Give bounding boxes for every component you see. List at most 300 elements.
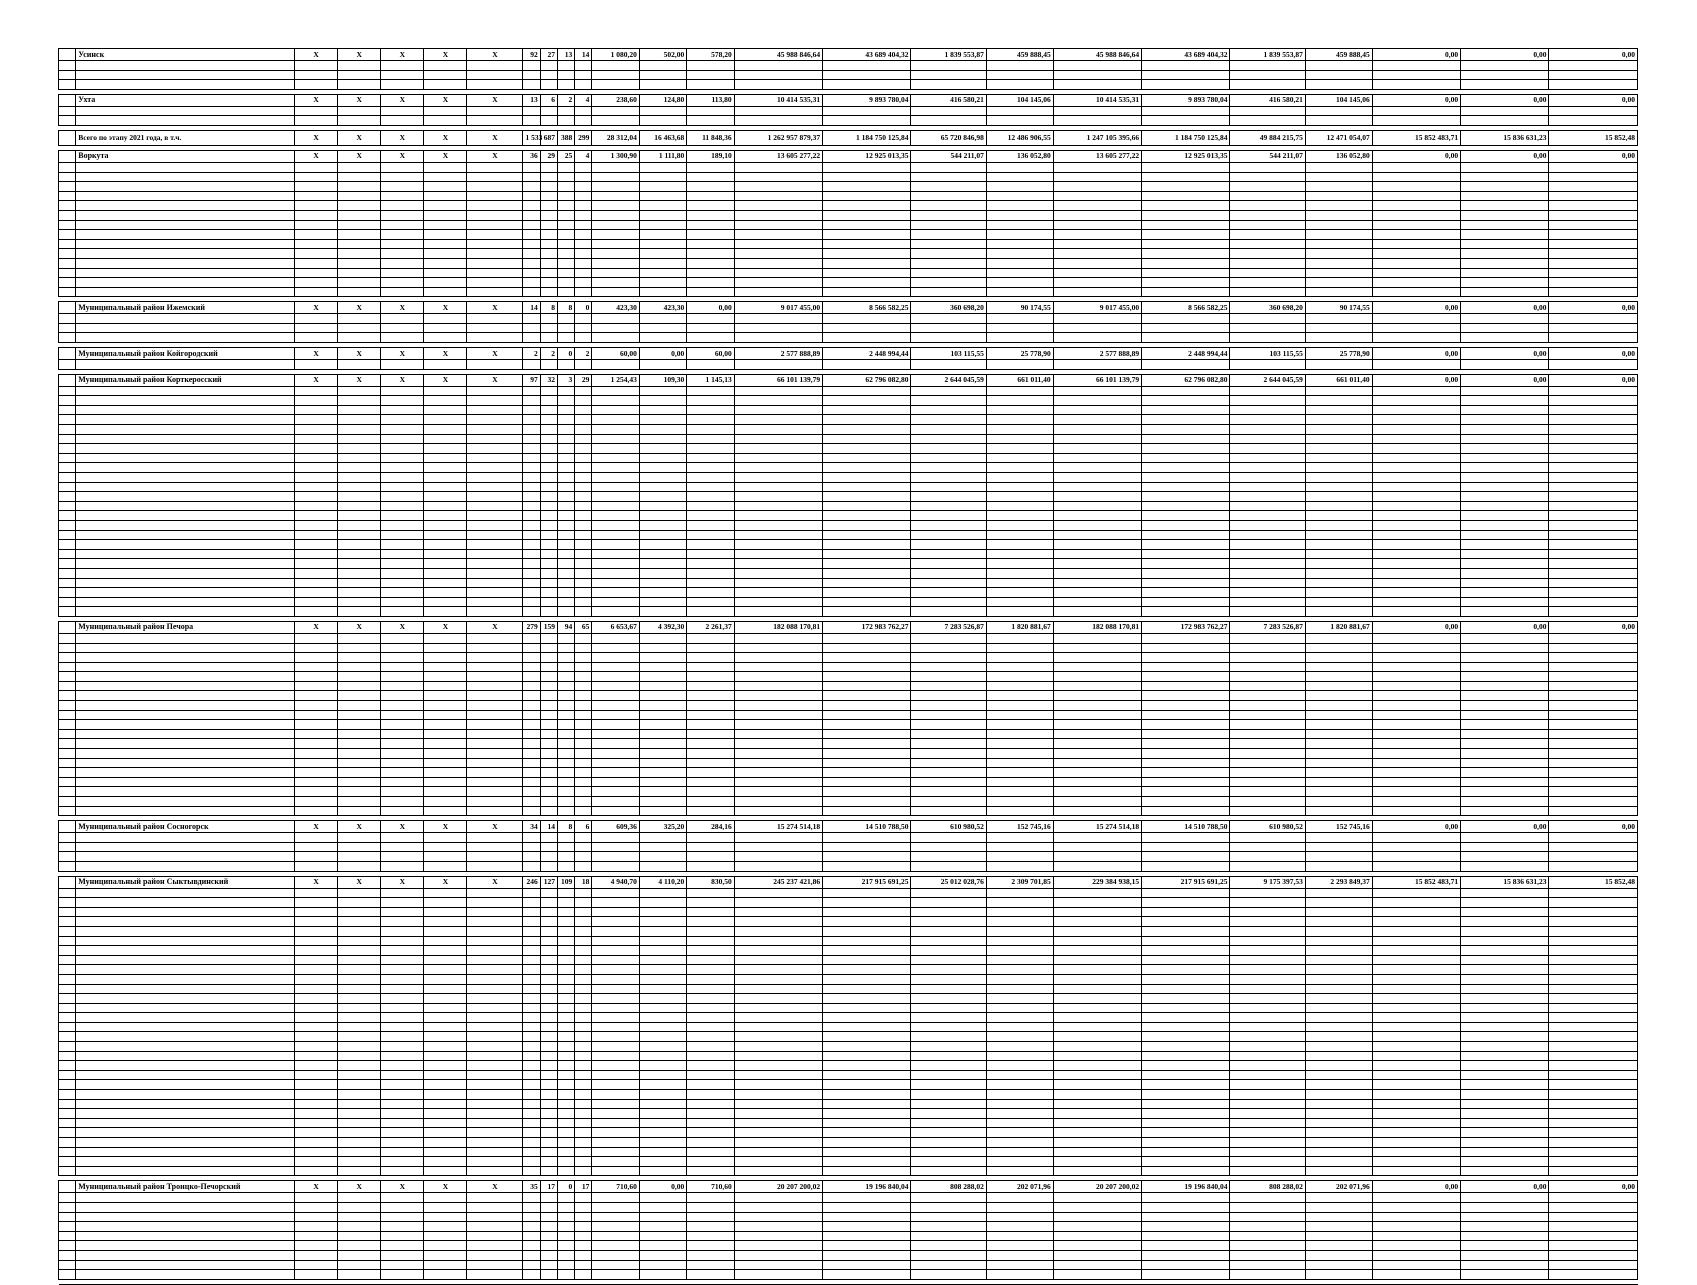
table-cell — [911, 888, 986, 898]
table-cell — [540, 333, 557, 343]
table-cell — [540, 1013, 557, 1023]
table-cell — [76, 386, 295, 396]
table-cell — [1053, 559, 1141, 569]
table-cell — [1549, 1118, 1638, 1128]
table-cell — [911, 405, 986, 415]
table-cell — [1142, 984, 1230, 994]
table-cell — [575, 1222, 592, 1232]
table-cell — [687, 1128, 734, 1138]
sum-cell: 7 283 526,87 — [911, 621, 986, 633]
table-cell — [1305, 597, 1372, 607]
count-cell: 2 — [523, 348, 540, 360]
table-cell — [1230, 239, 1305, 249]
table-cell — [639, 116, 686, 126]
table-cell — [1461, 994, 1549, 1004]
table-cell — [1142, 268, 1230, 278]
table-cell — [911, 172, 986, 182]
table-cell — [338, 1202, 381, 1212]
table-cell — [1372, 984, 1460, 994]
table-cell — [687, 1090, 734, 1100]
table-cell — [575, 1061, 592, 1071]
table-cell — [467, 323, 523, 333]
table-cell — [424, 70, 467, 80]
table-cell — [523, 559, 540, 569]
table-cell — [338, 588, 381, 598]
table-cell — [687, 1166, 734, 1176]
table-cell — [639, 729, 686, 739]
table-cell — [1549, 852, 1638, 862]
sum-cell: 20 207 200,02 — [734, 1181, 822, 1193]
table-cell — [295, 653, 338, 663]
table-cell — [639, 405, 686, 415]
table-cell — [1372, 415, 1460, 425]
table-cell — [1372, 396, 1460, 406]
table-cell — [424, 61, 467, 71]
table-cell — [734, 61, 822, 71]
table-cell — [1461, 70, 1549, 80]
table-cell — [338, 1147, 381, 1157]
table-cell — [592, 210, 639, 220]
table-cell — [734, 1042, 822, 1052]
table-cell — [1053, 425, 1141, 435]
table-cell — [1461, 681, 1549, 691]
table-cell — [687, 520, 734, 530]
table-cell — [1053, 1260, 1141, 1270]
table-cell — [687, 1231, 734, 1241]
table-row — [59, 1013, 1638, 1023]
table-cell — [639, 777, 686, 787]
table-cell — [59, 607, 76, 617]
table-cell — [823, 1147, 911, 1157]
table-cell — [1549, 116, 1638, 126]
table-cell — [467, 1003, 523, 1013]
table-cell — [1549, 210, 1638, 220]
table-cell — [1142, 672, 1230, 682]
table-cell — [59, 425, 76, 435]
table-cell — [59, 729, 76, 739]
sum-cell: 43 689 404,32 — [823, 49, 911, 61]
table-cell — [986, 1109, 1053, 1119]
table-cell — [295, 1212, 338, 1222]
table-cell — [986, 907, 1053, 917]
table-cell — [540, 116, 557, 126]
table-cell — [76, 1022, 295, 1032]
table-cell — [59, 220, 76, 230]
table-cell — [734, 955, 822, 965]
table-cell — [338, 268, 381, 278]
table-cell — [381, 701, 424, 711]
table-cell — [592, 1157, 639, 1167]
table-cell — [1305, 749, 1372, 759]
table-cell — [687, 258, 734, 268]
table-cell — [986, 1270, 1053, 1280]
table-cell — [59, 1070, 76, 1080]
table-cell — [911, 415, 986, 425]
table-cell — [1372, 220, 1460, 230]
table-cell — [575, 239, 592, 249]
marker-cell: X — [381, 348, 424, 360]
table-cell — [76, 578, 295, 588]
table-cell — [1461, 473, 1549, 483]
table-cell — [911, 520, 986, 530]
table-cell — [1230, 691, 1305, 701]
table-cell — [467, 549, 523, 559]
table-cell — [1461, 1118, 1549, 1128]
table-cell — [467, 842, 523, 852]
table-cell — [1053, 691, 1141, 701]
table-cell — [1053, 162, 1141, 172]
table-cell — [1549, 1051, 1638, 1061]
table-cell — [575, 172, 592, 182]
count-cell: 14 — [523, 302, 540, 314]
table-cell — [1305, 926, 1372, 936]
table-cell — [1053, 739, 1141, 749]
table-cell — [381, 1157, 424, 1167]
table-cell — [540, 787, 557, 797]
table-cell — [381, 710, 424, 720]
table-cell — [734, 172, 822, 182]
table-cell — [1461, 974, 1549, 984]
table-cell — [639, 888, 686, 898]
table-cell — [575, 268, 592, 278]
table-cell — [734, 691, 822, 701]
table-cell — [1372, 1022, 1460, 1032]
table-cell — [295, 287, 338, 297]
table-cell — [424, 1080, 467, 1090]
table-cell — [467, 520, 523, 530]
table-cell — [1053, 1013, 1141, 1023]
table-cell — [467, 172, 523, 182]
table-cell — [59, 258, 76, 268]
table-cell — [986, 1080, 1053, 1090]
table-cell — [381, 106, 424, 116]
table-cell — [1230, 768, 1305, 778]
table-cell — [1305, 333, 1372, 343]
table-cell — [424, 268, 467, 278]
table-cell — [734, 806, 822, 816]
table-cell — [540, 258, 557, 268]
table-cell — [1549, 768, 1638, 778]
table-cell — [639, 162, 686, 172]
table-cell — [1461, 314, 1549, 324]
table-cell — [76, 201, 295, 211]
count-cell: 27 — [540, 49, 557, 61]
table-cell — [592, 1080, 639, 1090]
table-cell — [1230, 653, 1305, 663]
table-cell — [59, 749, 76, 759]
table-cell — [1053, 444, 1141, 454]
table-cell — [592, 396, 639, 406]
table-cell — [1305, 974, 1372, 984]
table-cell — [911, 1013, 986, 1023]
table-cell — [911, 360, 986, 370]
table-cell — [338, 1099, 381, 1109]
table-cell — [1461, 643, 1549, 653]
table-cell — [557, 787, 574, 797]
table-cell — [575, 287, 592, 297]
table-cell — [381, 278, 424, 288]
table-cell — [575, 61, 592, 71]
table-cell — [295, 1051, 338, 1061]
table-cell — [687, 1013, 734, 1023]
row-number-cell — [59, 821, 76, 833]
table-cell — [338, 1157, 381, 1167]
table-cell — [59, 191, 76, 201]
table-cell — [1230, 463, 1305, 473]
extra-cell: 0,00 — [1549, 621, 1638, 633]
table-cell — [338, 1109, 381, 1119]
table-cell — [639, 511, 686, 521]
count-cell: 2 — [557, 94, 574, 106]
table-cell — [1372, 926, 1460, 936]
table-cell — [1461, 386, 1549, 396]
table-cell — [338, 710, 381, 720]
table-cell — [1461, 1202, 1549, 1212]
table-cell — [1461, 210, 1549, 220]
table-cell — [76, 729, 295, 739]
table-cell — [823, 597, 911, 607]
spacer-cell — [59, 1279, 76, 1284]
table-cell — [1305, 230, 1372, 240]
table-cell — [1305, 172, 1372, 182]
area-cell: 1 111,80 — [639, 150, 686, 162]
table-row — [59, 333, 1638, 343]
table-row — [59, 61, 1638, 71]
table-cell — [986, 201, 1053, 211]
table-cell — [295, 1099, 338, 1109]
extra-cell: 0,00 — [1461, 621, 1549, 633]
table-cell — [557, 852, 574, 862]
table-cell — [911, 777, 986, 787]
table-cell — [540, 249, 557, 259]
table-cell — [295, 1222, 338, 1232]
table-cell — [76, 643, 295, 653]
table-cell — [639, 559, 686, 569]
table-cell — [911, 965, 986, 975]
table-cell — [1549, 1128, 1638, 1138]
table-cell — [557, 643, 574, 653]
table-cell — [338, 1032, 381, 1042]
extra-cell: 0,00 — [1461, 150, 1549, 162]
table-cell — [557, 720, 574, 730]
table-cell — [424, 1157, 467, 1167]
table-body — [59, 49, 1638, 1285]
table-cell — [1053, 540, 1141, 550]
table-cell — [734, 1212, 822, 1222]
table-cell — [76, 739, 295, 749]
table-cell — [76, 662, 295, 672]
table-cell — [1053, 172, 1141, 182]
table-cell — [295, 520, 338, 530]
table-row — [59, 861, 1638, 871]
table-cell — [734, 1013, 822, 1023]
table-cell — [467, 1128, 523, 1138]
table-cell — [639, 607, 686, 617]
table-cell — [986, 415, 1053, 425]
table-cell — [592, 1241, 639, 1251]
table-cell — [986, 955, 1053, 965]
table-cell — [76, 249, 295, 259]
table-row — [59, 643, 1638, 653]
table-cell — [592, 578, 639, 588]
table-cell — [1305, 917, 1372, 927]
table-cell — [1549, 1202, 1638, 1212]
table-cell — [1053, 1147, 1141, 1157]
table-cell — [424, 842, 467, 852]
table-cell — [1372, 633, 1460, 643]
sum-cell: 808 288,02 — [911, 1181, 986, 1193]
table-cell — [1305, 1013, 1372, 1023]
count-cell: 65 — [575, 621, 592, 633]
table-cell — [734, 1061, 822, 1071]
sum-cell: 2 644 045,59 — [1230, 374, 1305, 386]
table-cell — [575, 1032, 592, 1042]
table-cell — [1230, 182, 1305, 192]
table-cell — [734, 415, 822, 425]
table-cell — [424, 946, 467, 956]
table-cell — [338, 691, 381, 701]
table-cell — [1461, 1222, 1549, 1232]
table-cell — [76, 239, 295, 249]
table-row — [59, 540, 1638, 550]
table-cell — [467, 1202, 523, 1212]
table-cell — [1142, 116, 1230, 126]
table-cell — [592, 1138, 639, 1148]
table-cell — [1461, 588, 1549, 598]
table-cell — [424, 1241, 467, 1251]
table-cell — [1372, 643, 1460, 653]
section-title: Муниципальный район Сыктывдинский — [76, 876, 295, 888]
table-row — [59, 681, 1638, 691]
table-cell — [1305, 473, 1372, 483]
table-cell — [1305, 278, 1372, 288]
table-cell — [523, 463, 540, 473]
table-cell — [295, 1128, 338, 1138]
table-cell — [823, 861, 911, 871]
sum-cell: 9 017 455,00 — [734, 302, 822, 314]
table-cell — [338, 1128, 381, 1138]
table-cell — [540, 549, 557, 559]
sum-cell: 2 293 849,37 — [1305, 876, 1372, 888]
table-cell — [540, 1128, 557, 1138]
table-cell — [592, 607, 639, 617]
table-cell — [557, 777, 574, 787]
table-cell — [424, 1212, 467, 1222]
table-cell — [381, 965, 424, 975]
sum-cell: 19 196 840,04 — [823, 1181, 911, 1193]
table-row — [59, 80, 1638, 90]
table-cell — [424, 182, 467, 192]
table-cell — [986, 842, 1053, 852]
table-cell — [338, 955, 381, 965]
table-cell — [1549, 106, 1638, 116]
table-cell — [575, 1166, 592, 1176]
table-cell — [575, 1080, 592, 1090]
area-cell: 423,30 — [592, 302, 639, 314]
table-cell — [592, 559, 639, 569]
table-cell — [523, 1241, 540, 1251]
table-cell — [523, 230, 540, 240]
table-cell — [467, 720, 523, 730]
count-cell: 92 — [523, 49, 540, 61]
table-cell — [424, 984, 467, 994]
table-cell — [557, 888, 574, 898]
table-cell — [557, 511, 574, 521]
table-cell — [557, 588, 574, 598]
table-cell — [557, 1080, 574, 1090]
table-cell — [59, 994, 76, 1004]
table-cell — [1372, 473, 1460, 483]
table-cell — [592, 701, 639, 711]
table-cell — [823, 1118, 911, 1128]
table-cell — [381, 681, 424, 691]
table-cell — [823, 70, 911, 80]
table-cell — [575, 1090, 592, 1100]
table-cell — [76, 1061, 295, 1071]
table-cell — [823, 1270, 911, 1280]
section-row — [59, 302, 1638, 314]
sum-cell: 1 247 105 395,66 — [1053, 130, 1141, 145]
table-cell — [734, 926, 822, 936]
table-cell — [592, 1202, 639, 1212]
table-cell — [557, 1241, 574, 1251]
table-cell — [575, 80, 592, 90]
count-cell: 3 — [557, 374, 574, 386]
table-cell — [523, 946, 540, 956]
table-cell — [1230, 681, 1305, 691]
table-cell — [424, 559, 467, 569]
table-cell — [986, 434, 1053, 444]
area-cell: 6 653,67 — [592, 621, 639, 633]
table-cell — [639, 955, 686, 965]
table-cell — [911, 1051, 986, 1061]
table-cell — [540, 1157, 557, 1167]
table-cell — [823, 662, 911, 672]
table-cell — [467, 1080, 523, 1090]
count-cell: 4 — [575, 94, 592, 106]
table-cell — [687, 540, 734, 550]
table-cell — [639, 530, 686, 540]
table-cell — [381, 955, 424, 965]
table-cell — [1549, 749, 1638, 759]
table-cell — [540, 926, 557, 936]
table-cell — [687, 1061, 734, 1071]
table-row — [59, 768, 1638, 778]
table-cell — [639, 1270, 686, 1280]
table-cell — [338, 61, 381, 71]
table-row — [59, 701, 1638, 711]
table-cell — [592, 239, 639, 249]
table-cell — [687, 360, 734, 370]
table-cell — [557, 861, 574, 871]
table-cell — [1142, 1099, 1230, 1109]
table-cell — [424, 888, 467, 898]
table-cell — [557, 1128, 574, 1138]
table-cell — [1305, 182, 1372, 192]
area-cell: 423,30 — [639, 302, 686, 314]
table-cell — [592, 182, 639, 192]
table-cell — [424, 463, 467, 473]
table-cell — [76, 80, 295, 90]
table-row — [59, 191, 1638, 201]
table-cell — [467, 1250, 523, 1260]
table-cell — [338, 314, 381, 324]
table-row — [59, 917, 1638, 927]
table-cell — [523, 578, 540, 588]
table-cell — [687, 787, 734, 797]
table-cell — [424, 482, 467, 492]
table-cell — [734, 559, 822, 569]
